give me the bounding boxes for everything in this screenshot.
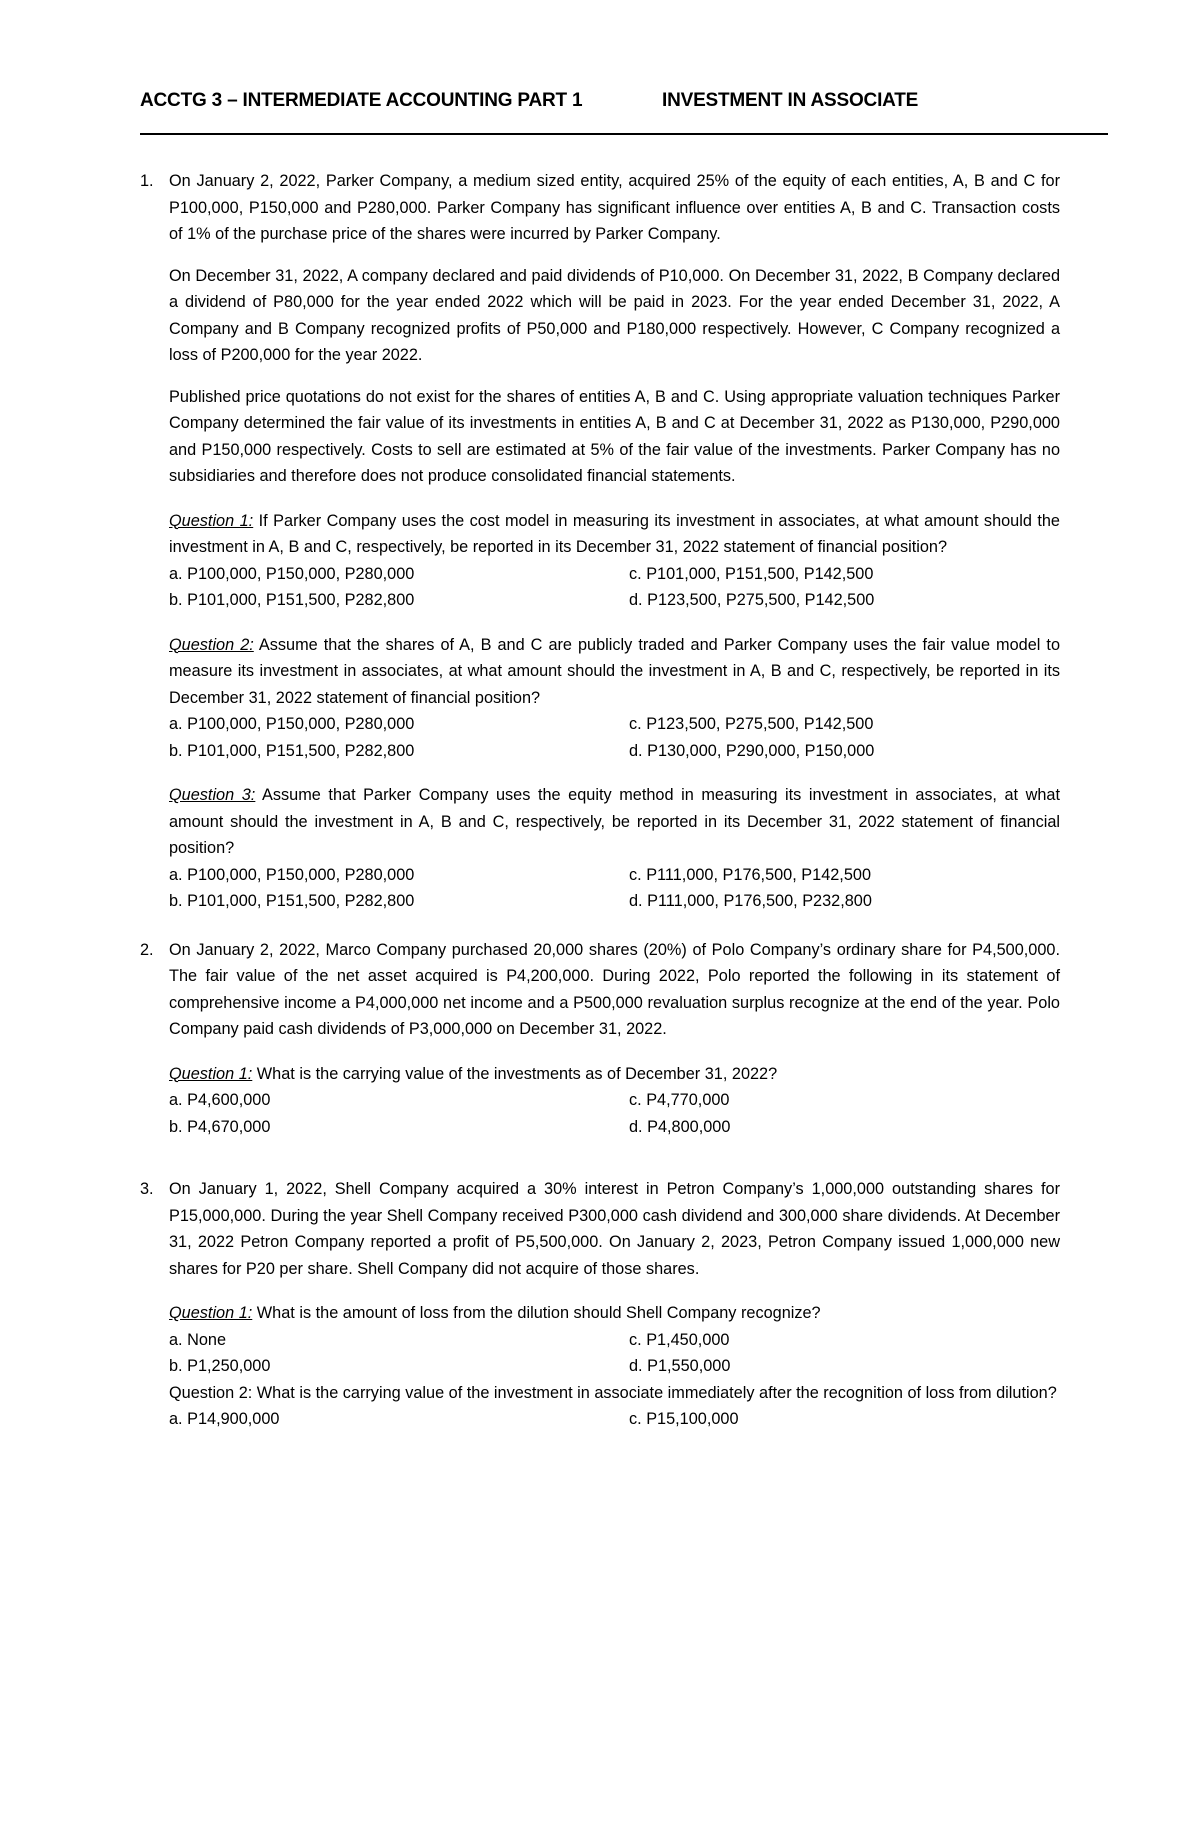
choice-a: a. P100,000, P150,000, P280,000 — [169, 564, 415, 583]
question-label: Question 2: — [169, 635, 254, 654]
problem-number: 3. — [140, 1180, 154, 1198]
question-text: Assume that the shares of A, B and C are publicly traded and Parker Company uses the fair value model to measure its investment in associates, at what amount should the investment in A, B and C, respectively, be reported in its December 31, 2022 statement of financial position? — [169, 635, 1060, 707]
choice-d: d. P111,000, P176,500, P232,800 — [629, 892, 872, 910]
choice-a: a. P14,900,000 — [169, 1410, 280, 1428]
question-label: Question 2: — [169, 1383, 253, 1402]
choice-b: b. P101,000, P151,500, P282,800 — [169, 892, 415, 910]
problem-number: 2. — [140, 940, 154, 959]
question-label: Question 3: — [169, 786, 256, 804]
answer-choices — [169, 711, 1060, 764]
question-label: Question 1: — [169, 1304, 253, 1322]
problem-1 — [140, 168, 1060, 915]
choice-b: b. P101,000, P151,500, P282,800 — [169, 591, 415, 609]
choice-c: c. P101,000, P151,500, P142,500 — [629, 564, 874, 583]
question-text: What is the carrying value of the investments as of December 31, 2022? — [252, 1064, 778, 1083]
choice-c: c. P111,000, P176,500, P142,500 — [629, 865, 871, 884]
problem-number: 1. — [140, 172, 154, 190]
answer-choices — [169, 561, 1060, 614]
choice-a: a. P100,000, P150,000, P280,000 — [169, 715, 415, 733]
document-body — [140, 168, 1060, 1433]
problem-3 — [140, 1176, 1060, 1433]
paragraph: On December 31, 2022, A company declared and paid dividends of P10,000. On December 31, 2022, B Company declared a dividend of P80,000 for the year ended 2022 which will be paid in 2023. For the year ended December 31, 2022, A Company and B Company recognized profits of P50,000 and P180,000 respectively. However, C Company recognized a loss of P200,000 for the year 2022. — [169, 266, 1060, 364]
choice-a: a. None — [169, 1330, 227, 1349]
answer-choices — [169, 1087, 1060, 1140]
question-3 — [169, 782, 1060, 915]
answer-choices — [169, 862, 1060, 915]
paragraph: On January 1, 2022, Shell Company acquired a 30% interest in Petron Company’s 1,000,000 outstanding shares for P15,000,000. During the year Shell Company received P300,000 cash dividend and 300,000 share dividends. At December 31, 2022 Petron Company reported a profit of P5,500,000. On January 2, 2023, Petron Company issued 1,000,000 new shares for P20 per share. Shell Company did not acquire of those shares. — [169, 1180, 1060, 1278]
header-divider — [140, 133, 1108, 135]
choice-c: c. P123,500, P275,500, P142,500 — [629, 715, 874, 733]
question-2 — [169, 1380, 1060, 1433]
answer-choices — [169, 1406, 1060, 1433]
question-2 — [169, 632, 1060, 765]
choice-c: c. P1,450,000 — [629, 1330, 730, 1349]
page-header — [140, 90, 1108, 114]
question-text: Assume that Parker Company uses the equity method in measuring its investment in associates, at what amount should the investment in A, B and C, respectively, be reported in its December 31, 2022 statement of financial position? — [169, 786, 1060, 857]
question-label: Question 1: — [169, 1064, 253, 1083]
choice-b: b. P101,000, P151,500, P282,800 — [169, 741, 415, 760]
choice-c: c. P15,100,000 — [629, 1410, 739, 1428]
question-1 — [169, 1300, 1060, 1380]
choice-d: d. P130,000, P290,000, P150,000 — [629, 741, 875, 760]
paragraph: Published price quotations do not exist for the shares of entities A, B and C. Using appropriate valuation techniques Parker Company determined the fair value of its investments in entities A, B and C at December 31, 2022 as P130,000, P290,000 and P150,000 respectively. Costs to sell are estimated at 5% of the fair value of the investments. Parker Company has no subsidiaries and therefore does not produce consolidated financial statements. — [169, 387, 1060, 485]
question-1 — [169, 1061, 1060, 1141]
question-label: Question 1: — [169, 511, 254, 530]
question-text: If Parker Company uses the cost model in measuring its investment in associates, at what amount should the investment in A, B and C, respectively, be reported in its December 31, 2022 statement of financial position? — [169, 511, 1060, 556]
question-text: What is the amount of loss from the dilution should Shell Company recognize? — [252, 1304, 821, 1322]
question-text: What is the carrying value of the investment in associate immediately after the recognition of loss from dilution? — [252, 1383, 1057, 1402]
choice-a: a. P100,000, P150,000, P280,000 — [169, 865, 415, 884]
topic-title: INVESTMENT IN ASSOCIATE — [662, 90, 919, 111]
choice-a: a. P4,600,000 — [169, 1091, 271, 1109]
question-1 — [169, 508, 1060, 614]
choice-c: c. P4,770,000 — [629, 1091, 730, 1109]
choice-d: d. P123,500, P275,500, P142,500 — [629, 591, 875, 609]
paragraph: On January 2, 2022, Parker Company, a medium sized entity, acquired 25% of the equity of each entities, A, B and C for P100,000, P150,000 and P280,000. Parker Company has significant influence over entities A, B and C. Transaction costs of 1% of the purchase price of the shares were incurred by Parker Company. — [169, 172, 1060, 243]
choice-b: b. P1,250,000 — [169, 1357, 271, 1375]
choice-d: d. P4,800,000 — [629, 1117, 731, 1136]
answer-choices — [169, 1327, 1060, 1380]
choice-b: b. P4,670,000 — [169, 1117, 271, 1136]
problem-2 — [140, 937, 1060, 1141]
choice-d: d. P1,550,000 — [629, 1357, 731, 1375]
paragraph: On January 2, 2022, Marco Company purchased 20,000 shares (20%) of Polo Company’s ordinary share for P4,500,000. The fair value of the net asset acquired is P4,200,000. During 2022, Polo reported the following in its statement of comprehensive income a P4,000,000 net income and a P500,000 revaluation surplus recognize at the end of the year. Polo Company paid cash dividends of P3,000,000 on December 31, 2022. — [169, 940, 1060, 1038]
course-title: ACCTG 3 – INTERMEDIATE ACCOUNTING PART 1 — [140, 90, 583, 111]
